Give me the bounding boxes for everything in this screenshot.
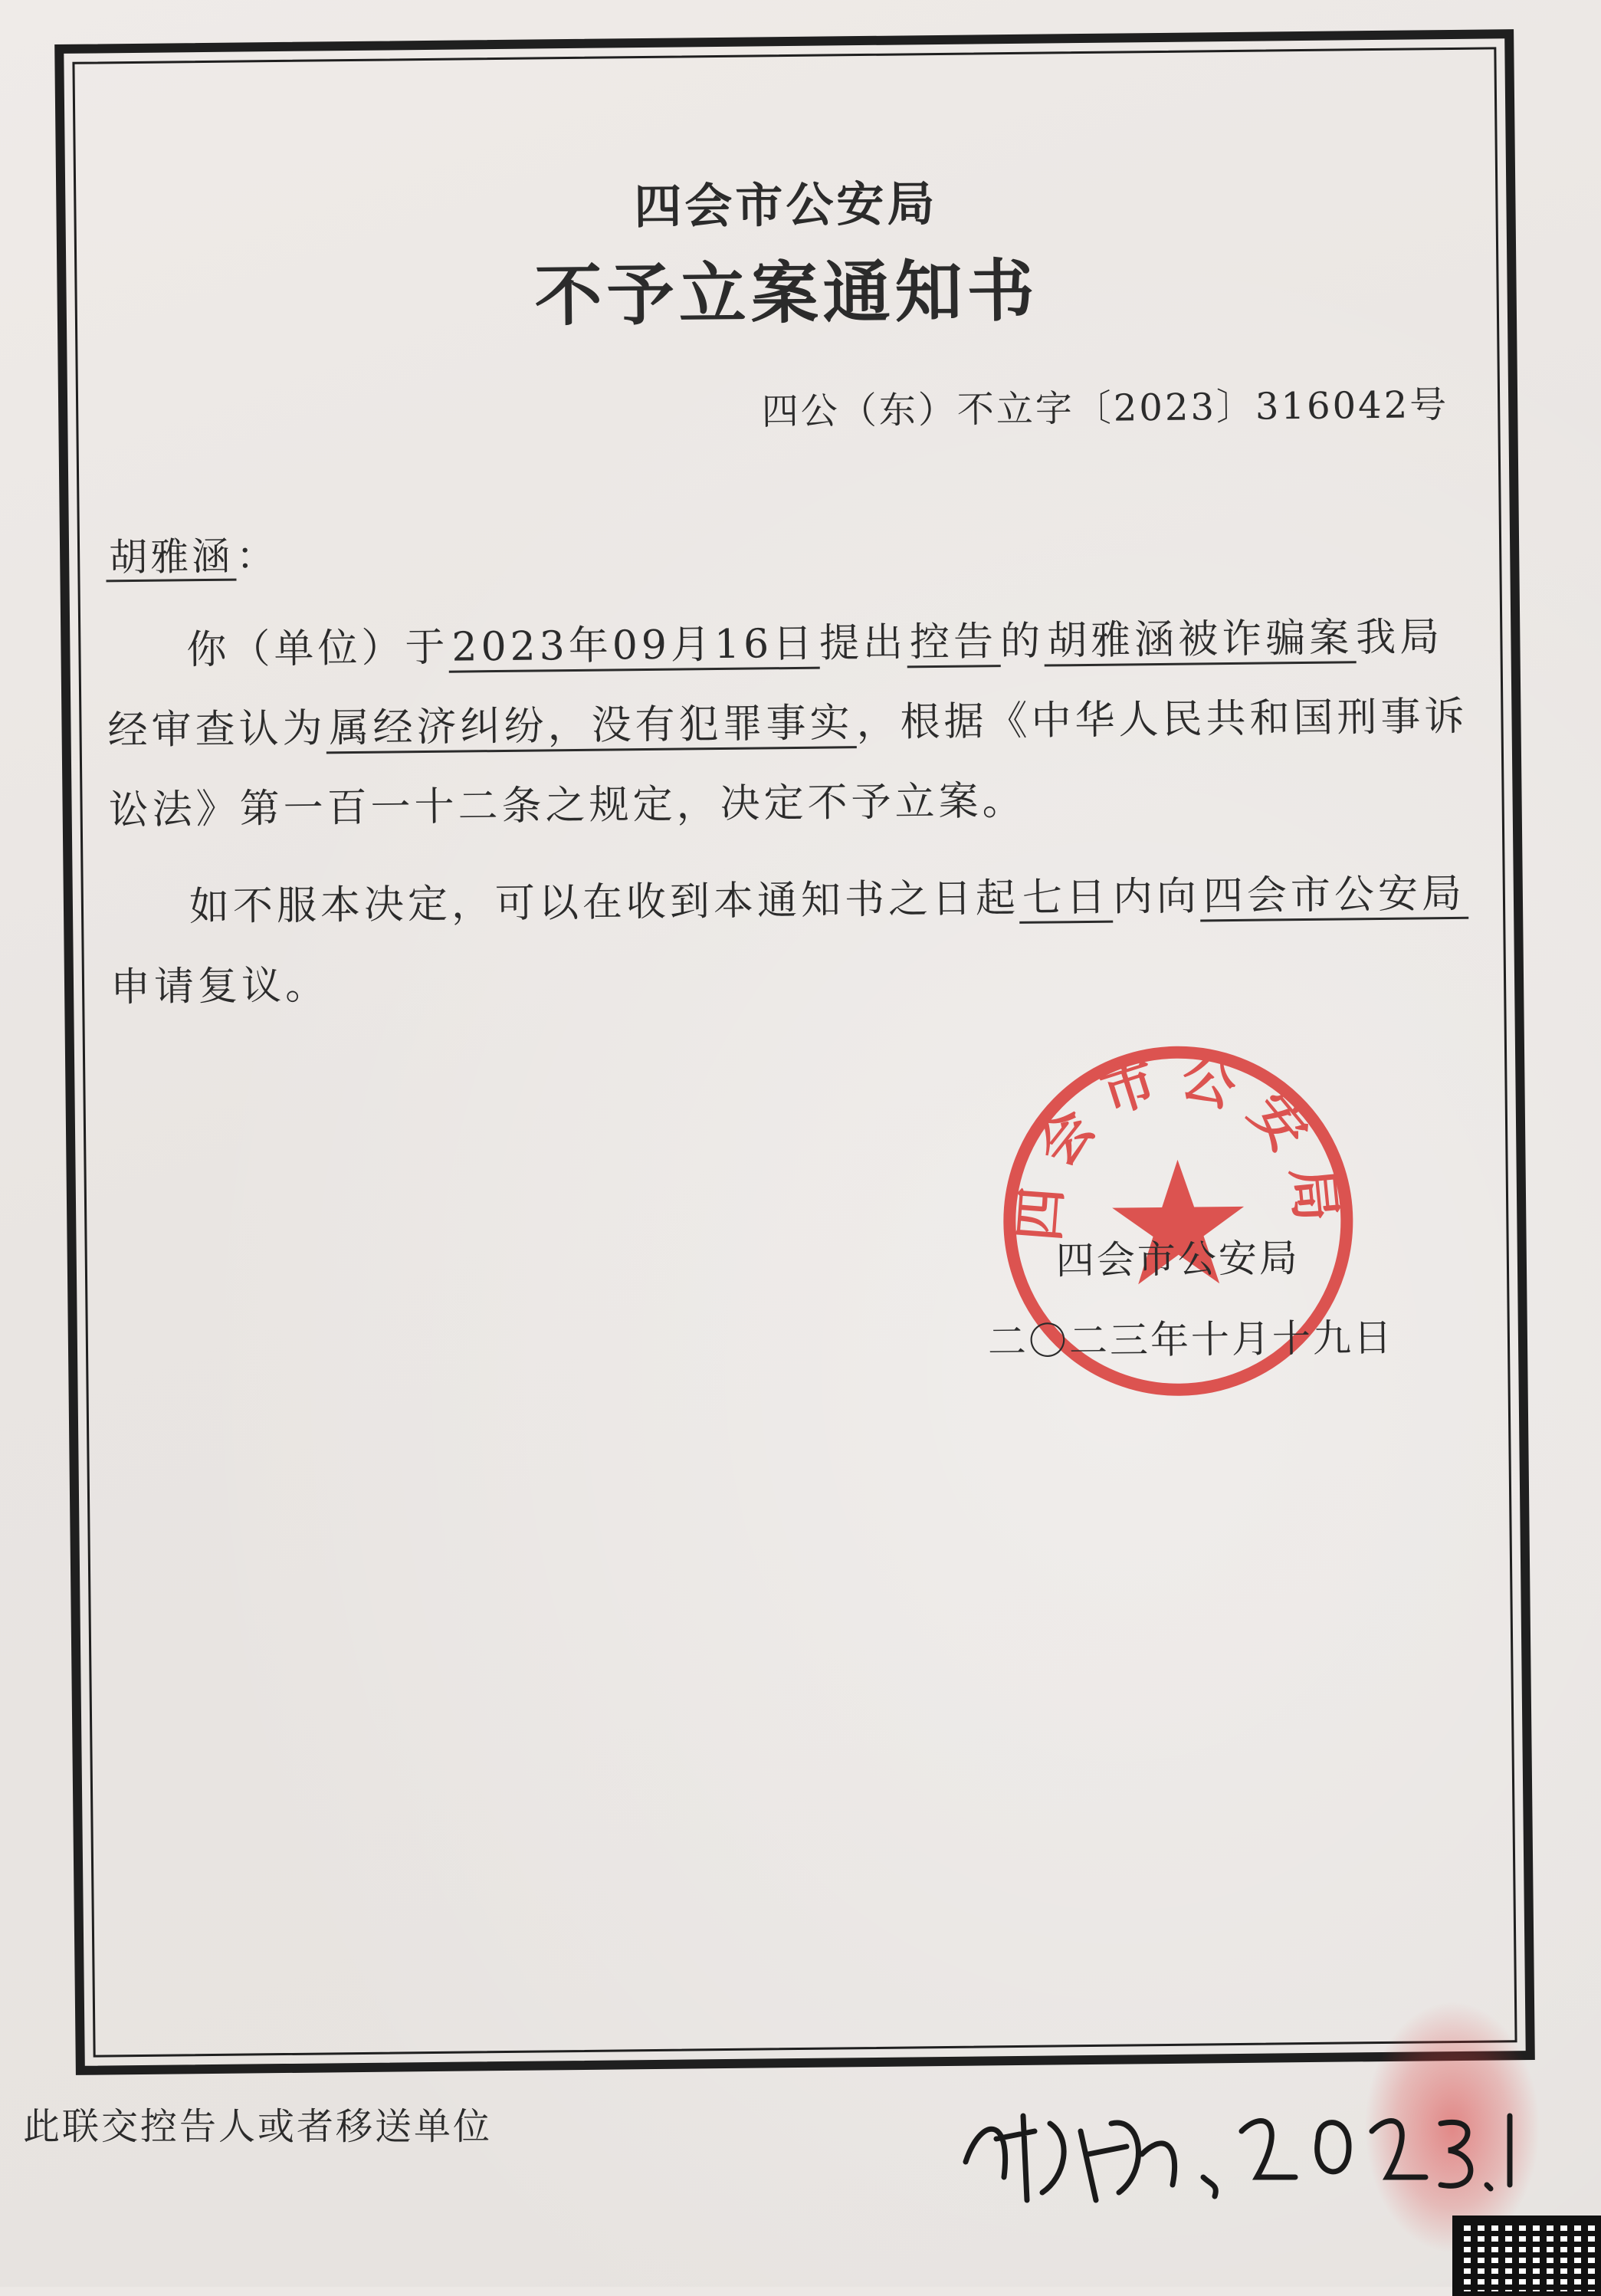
appeal-paragraph: [109, 854, 1478, 1028]
appeal-days: 七日: [1019, 875, 1114, 924]
decision-paragraph: [107, 597, 1476, 851]
text-fragment: 申请复议。: [110, 962, 330, 1011]
signing-organization: 四会市公安局: [1055, 1236, 1301, 1283]
document-title: 不予立案通知书: [534, 250, 1040, 336]
text-fragment: 的: [999, 618, 1045, 665]
copy-recipient-note: 此联交控告人或者移送单位: [23, 2105, 493, 2148]
seal-text: 四会市公安局: [1006, 1043, 1350, 1243]
addressee-colon: ：: [235, 534, 278, 579]
document-body: [94, 68, 1497, 2037]
text-fragment: 你（单位）于: [186, 624, 449, 674]
complaint-date: 2023年09月16日: [448, 621, 819, 673]
qr-code-icon: [1452, 2216, 1601, 2296]
text-fragment: 我局经审查认为: [107, 614, 1444, 754]
text-fragment: ，根据《中华人民共和国刑事诉讼法》第一百一十二条之规定，决定不予立案。: [108, 693, 1468, 834]
handwritten-signature: [950, 2070, 1548, 2223]
addressee: [106, 525, 278, 582]
issuing-agency: 四会市公安局: [634, 175, 938, 235]
text-fragment: 提出: [819, 619, 907, 667]
appeal-authority: 四会市公安局: [1200, 871, 1469, 922]
text-fragment: 如不服本决定，可以在收到本通知书之日起: [189, 875, 1020, 931]
case-name: 胡雅涵被诈骗案: [1044, 615, 1357, 666]
text-fragment: 内向: [1112, 873, 1201, 921]
document-number: 四公（东）不立字〔2023〕316042号: [761, 383, 1449, 434]
complaint-type: 控告: [907, 619, 1001, 668]
addressee-name: 胡雅涵: [106, 534, 237, 583]
document-border-frame: [54, 29, 1535, 2075]
signing-date: 二〇二三年十月十九日: [987, 1315, 1395, 1365]
decision-reason: 属经济纠纷，没有犯罪事实: [326, 700, 857, 754]
